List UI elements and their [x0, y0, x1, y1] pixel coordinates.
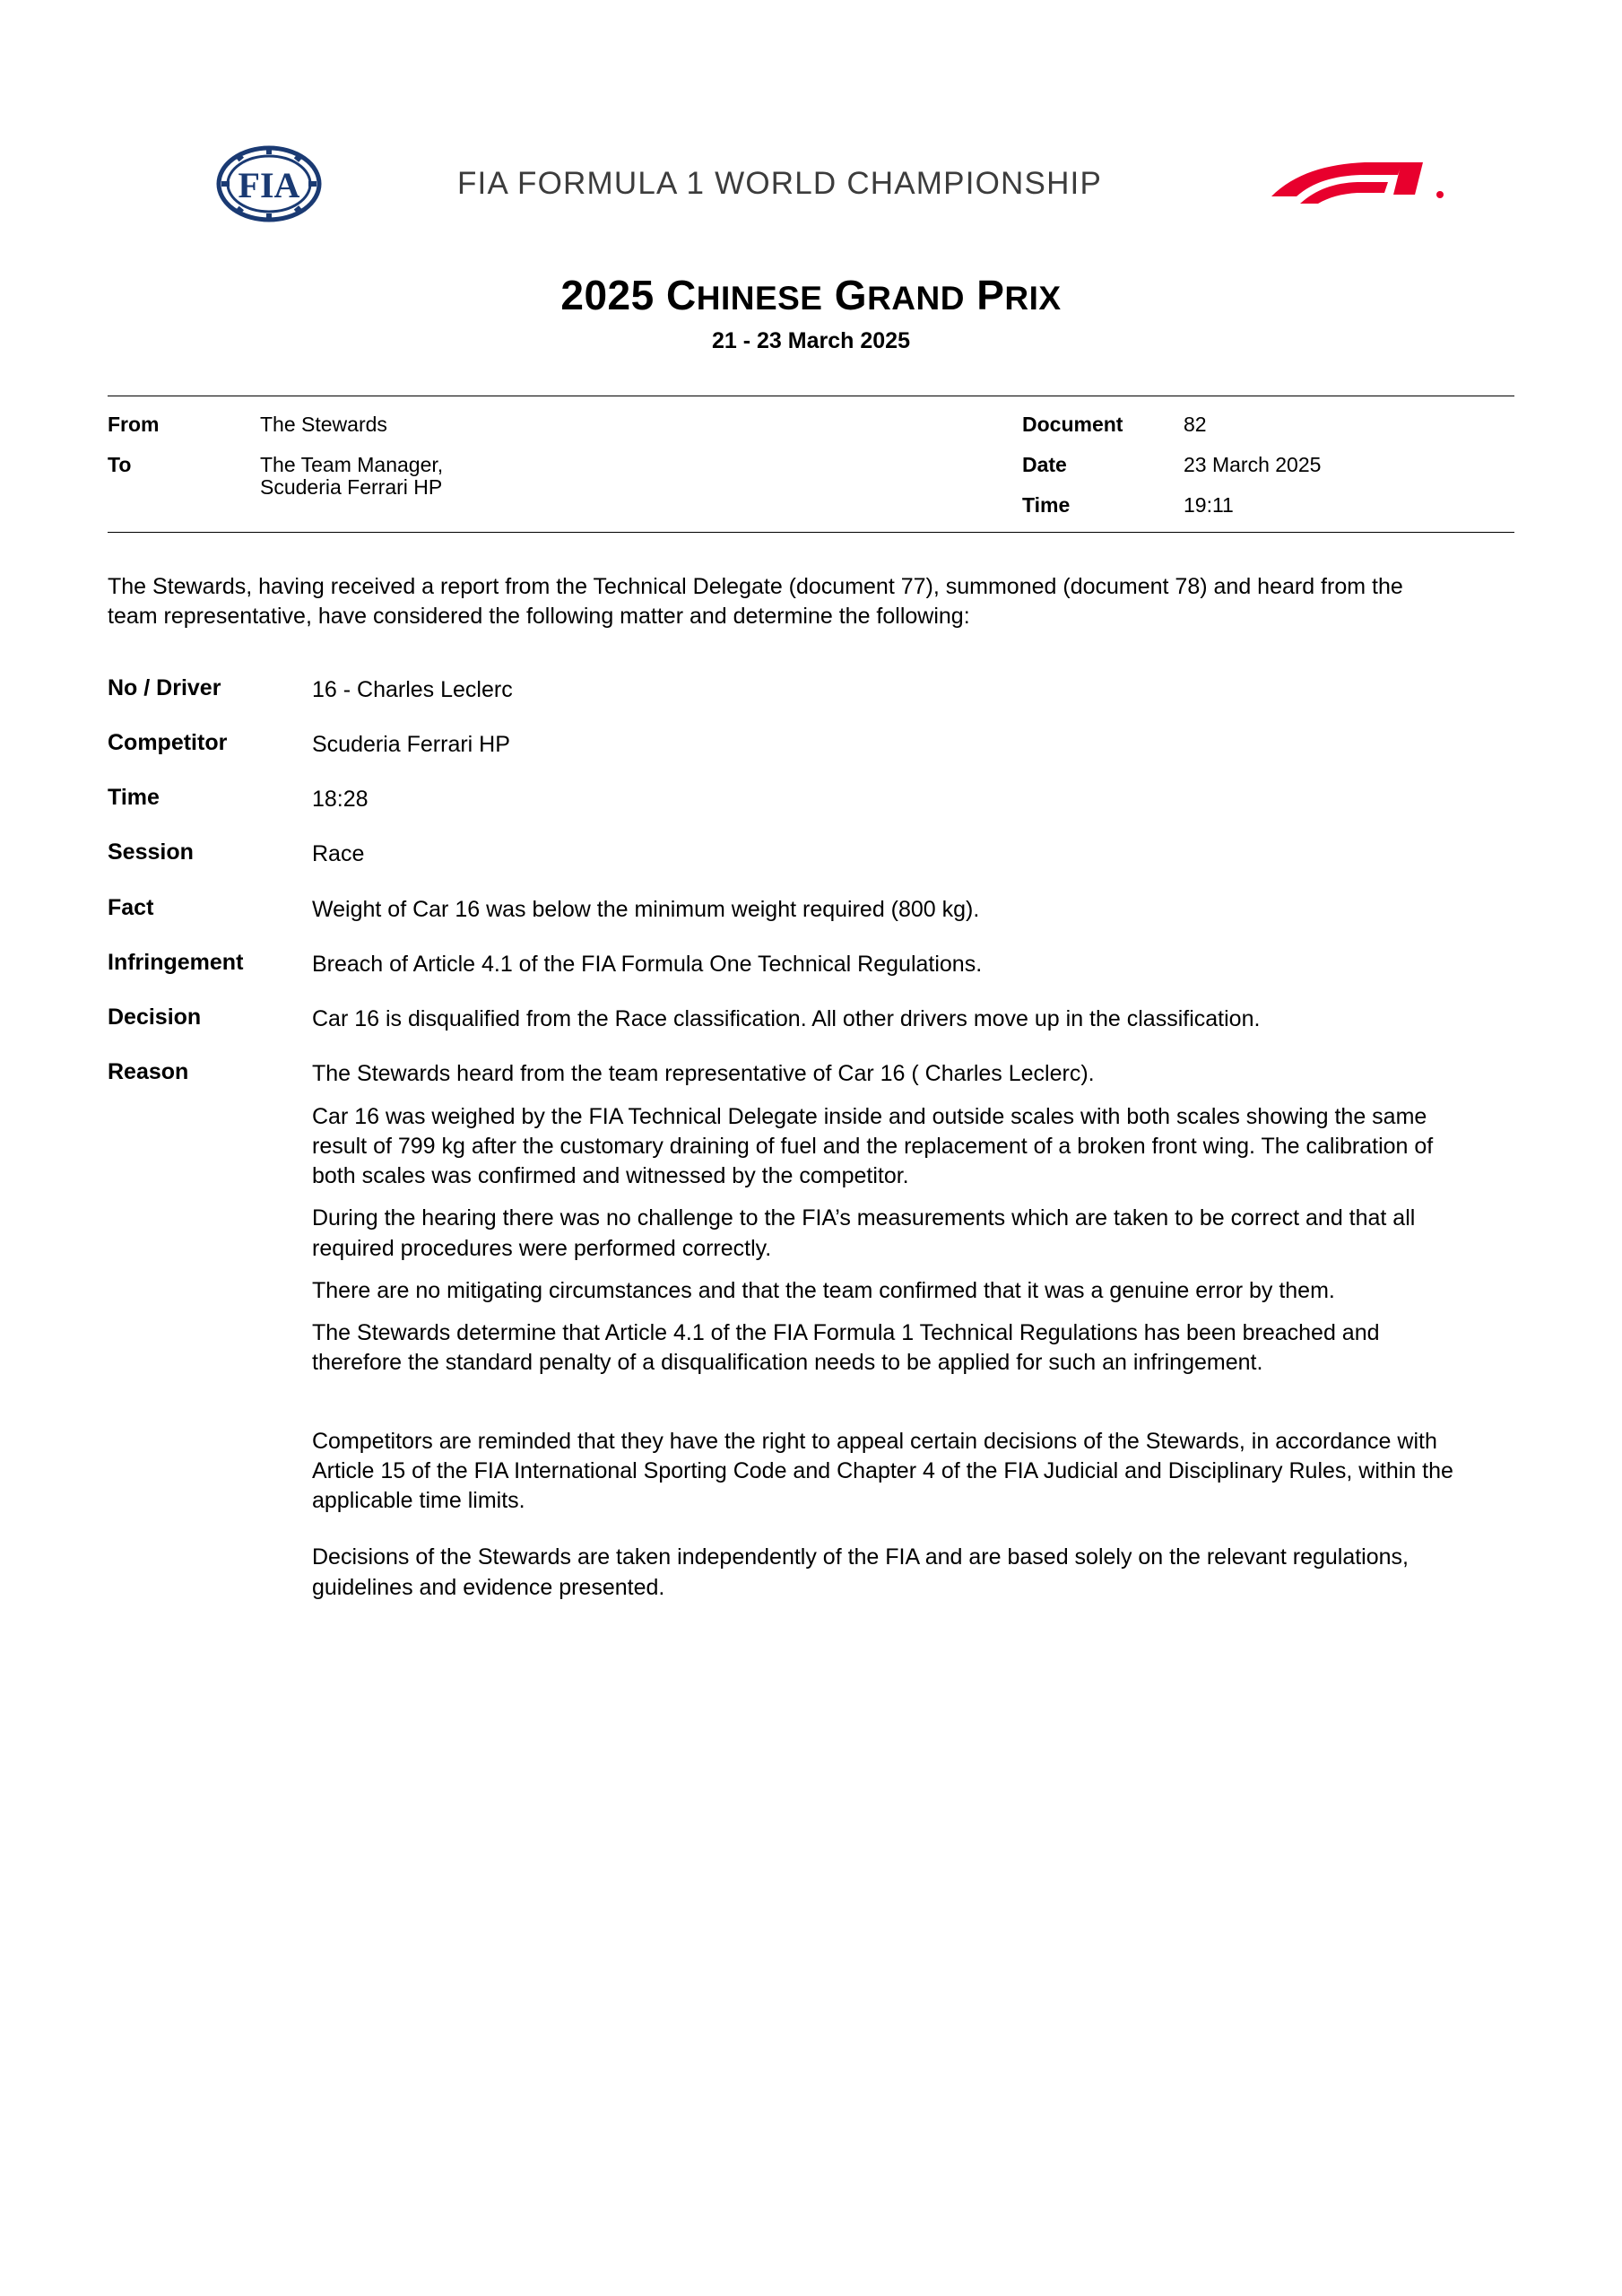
field-paragraph: Car 16 is disqualified from the Race classification. All other drivers move up in the classification.: [312, 1006, 1261, 1031]
svg-text:FIA: FIA: [238, 164, 300, 205]
independence-note-paragraph: Decisions of the Stewards are taken independently of the FIA and are based solely on the relevant regulations, guidelines and evidence presented.: [312, 1544, 1409, 1600]
field-paragraph: The Stewards heard from the team representative of Car 16 ( Charles Leclerc).: [312, 1061, 1095, 1087]
field-paragraph: Race: [312, 841, 365, 867]
to-value: [260, 453, 443, 500]
field-label-reason: Reason: [108, 1059, 189, 1085]
event-title-text: 2025 CHINESE GRAND PRIX: [560, 272, 1062, 318]
field-row-competitor: [108, 730, 1514, 760]
from-value: The Stewards: [260, 413, 387, 436]
meta-row-time: [1022, 493, 1514, 517]
field-paragraph: 16 - Charles Leclerc: [312, 676, 513, 702]
to-value-line1: The Team Manager,: [260, 453, 444, 476]
f1-logo-icon: [1254, 159, 1461, 209]
field-value-infringement: [312, 950, 982, 979]
document-meta: [108, 396, 1514, 532]
field-value-fact: [312, 895, 979, 925]
field-label-decision: Decision: [108, 1004, 202, 1030]
event-dates: 21 - 23 March 2025: [712, 328, 910, 353]
meta-row-to: [108, 453, 1022, 500]
field-paragraph: Breach of Article 4.1 of the FIA Formula One Technical Regulations.: [312, 951, 983, 977]
field-value-competitor: [312, 730, 510, 760]
document-value: 82: [1184, 413, 1207, 436]
document-label: Document: [1022, 413, 1123, 436]
field-paragraph: Weight of Car 16 was below the minimum weight required (800 kg).: [312, 896, 980, 922]
field-label-fact: Fact: [108, 894, 154, 920]
meta-row-document: [1022, 413, 1514, 437]
divider-bottom: [108, 532, 1514, 533]
field-paragraph: 18:28: [312, 787, 369, 812]
field-value-no-driver: [312, 675, 513, 705]
field-value-decision: [312, 1004, 1260, 1034]
date-label: Date: [1022, 453, 1067, 476]
appeal-notes: [312, 1427, 1469, 1603]
decision-fields: [108, 675, 1514, 1378]
field-value-session: [312, 839, 364, 869]
meta-row-date: [1022, 453, 1514, 477]
date-value: 23 March 2025: [1184, 453, 1322, 476]
field-label-no-driver: No / Driver: [108, 674, 221, 700]
page-title: [108, 271, 1514, 319]
meta-right-column: [1022, 413, 1514, 517]
field-row-no-driver: [108, 675, 1514, 705]
time-value: 19:11: [1184, 493, 1234, 517]
to-label: To: [108, 453, 132, 476]
document-masthead: [108, 0, 1514, 233]
intro-paragraph: The Stewards, having received a report from the Technical Delegate (document 77), summoned (document 78) and heard from the team representative, have considered the following matter and determine the following:: [108, 574, 1403, 630]
field-row-fact: [108, 895, 1514, 925]
meta-row-from: [108, 413, 1022, 437]
from-label: From: [108, 413, 160, 436]
field-paragraph: There are no mitigating circumstances and that the team confirmed that it was a genuine error by them.: [312, 1277, 1335, 1303]
field-label-infringement: Infringement: [108, 949, 244, 975]
field-label-time: Time: [108, 785, 160, 810]
field-paragraph: During the hearing there was no challenge to the FIA’s measurements which are taken to be correct and that all required procedures were performed correctly.: [312, 1205, 1416, 1261]
appeal-note-paragraph: Competitors are reminded that they have the right to appeal certain decisions of the Stewards, in accordance with Article 15 of the FIA International Sporting Code and Chapter 4 of the FIA Judicial and Disciplinary Rules, within the applicable time limits.: [312, 1428, 1453, 1513]
field-row-infringement: [108, 950, 1514, 979]
time-label: Time: [1022, 493, 1071, 517]
meta-left-column: [108, 413, 1022, 517]
field-row-time: [108, 785, 1514, 814]
field-paragraph: The Stewards determine that Article 4.1 of the FIA Formula 1 Technical Regulations has been breached and therefore the standard penalty of a disqualification needs to be applied for such an infringement.: [312, 1320, 1380, 1376]
field-row-reason: [108, 1059, 1514, 1378]
field-label-session: Session: [108, 839, 194, 865]
field-paragraph: Scuderia Ferrari HP: [312, 731, 510, 757]
field-label-competitor: Competitor: [108, 729, 228, 755]
fia-logo-icon: [197, 142, 341, 227]
field-row-decision: [108, 1004, 1514, 1034]
to-value-line2: Scuderia Ferrari HP: [260, 475, 443, 499]
field-row-session: [108, 839, 1514, 869]
championship-title: FIA FORMULA 1 WORLD CHAMPIONSHIP: [456, 166, 1103, 201]
field-value-time: [312, 785, 369, 814]
field-paragraph: Car 16 was weighed by the FIA Technical Delegate inside and outside scales with both scales showing the same result of 799 kg after the customary draining of fuel and the replacement of a broken front wing. The calibration of both scales was confirmed and witnessed by the competitor.: [312, 1103, 1434, 1188]
field-value-reason: [312, 1059, 1469, 1378]
